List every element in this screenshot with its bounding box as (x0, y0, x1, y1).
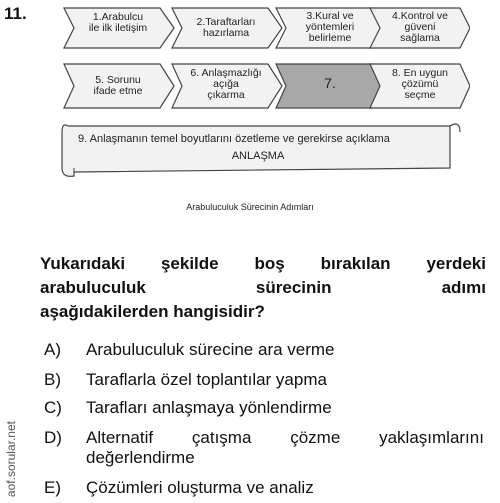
option-b[interactable] (44, 370, 484, 390)
option-word: yaklaşımlarını (379, 428, 484, 447)
option-d[interactable] (44, 428, 484, 468)
option-c[interactable] (44, 398, 484, 418)
option-text-line-2: değerlendirme (86, 448, 195, 467)
option-text: Taraflarla özel toplantılar yapma (86, 370, 327, 389)
option-key: B) (44, 370, 61, 389)
option-key: E) (44, 478, 61, 497)
stem-line-1 (40, 252, 486, 276)
option-word: çözme (290, 428, 341, 447)
stem-word: aşağıdakilerden hangisidir? (40, 302, 265, 321)
option-text: Arabuluculuk sürecine ara verme (86, 340, 335, 359)
side-source-text: aof.sorular.net (4, 420, 18, 497)
option-word: Alternatif (86, 428, 154, 447)
stem-line-3 (40, 300, 486, 324)
stem-word: bırakılan (320, 254, 391, 273)
stem-word: Yukarıdaki (40, 254, 126, 273)
step-2-label: 2.Taraftarları hazırlama (196, 16, 256, 39)
option-key: C) (44, 398, 62, 417)
option-e[interactable] (44, 478, 484, 498)
option-word: çatışma (191, 428, 252, 447)
option-key: D) (44, 428, 62, 447)
step-5-label: 5. Sorunu ifade etme (93, 74, 143, 97)
stem-line-2 (40, 276, 486, 300)
option-a[interactable] (44, 340, 484, 360)
option-key: A) (44, 340, 61, 359)
stem-word: adımı (441, 278, 486, 297)
option-text: Çözümleri oluşturma ve analiz (86, 478, 314, 497)
step-6-label: 6. Anlaşmazlığı açığa çıkarma (190, 67, 262, 101)
stem-word: yerdeki (426, 254, 486, 273)
process-diagram (50, 0, 470, 185)
stem-word: boş (254, 254, 285, 273)
diagram-caption: Arabuluculuk Sürecinin Adımları (186, 202, 314, 212)
stem-word: sürecinin (255, 278, 332, 297)
step-7-label: 7. (324, 75, 336, 91)
step-4-label: 4.Kontrol ve güveni sağlama (391, 10, 449, 44)
question-number: 11. (4, 4, 27, 23)
question-stem (40, 252, 486, 324)
option-text (86, 428, 484, 468)
agreement-label: ANLAŞMA (231, 150, 285, 162)
option-text: Tarafları anlaşmaya yönlendirme (86, 398, 332, 417)
stem-word: şekilde (160, 254, 219, 273)
stem-word: arabuluculuk (40, 278, 146, 297)
step-8-label: 8. En uygun çözümü seçme (391, 67, 449, 101)
step-1-label: 1.Arabulcu ile ilk iletişim (88, 11, 148, 34)
step-3-label: 3.Kural ve yöntemleri belirleme (305, 10, 355, 44)
step-9-label: 9. Anlaşmanın temel boyutlarını özetleme ve gerekirse açıklama (78, 133, 390, 145)
